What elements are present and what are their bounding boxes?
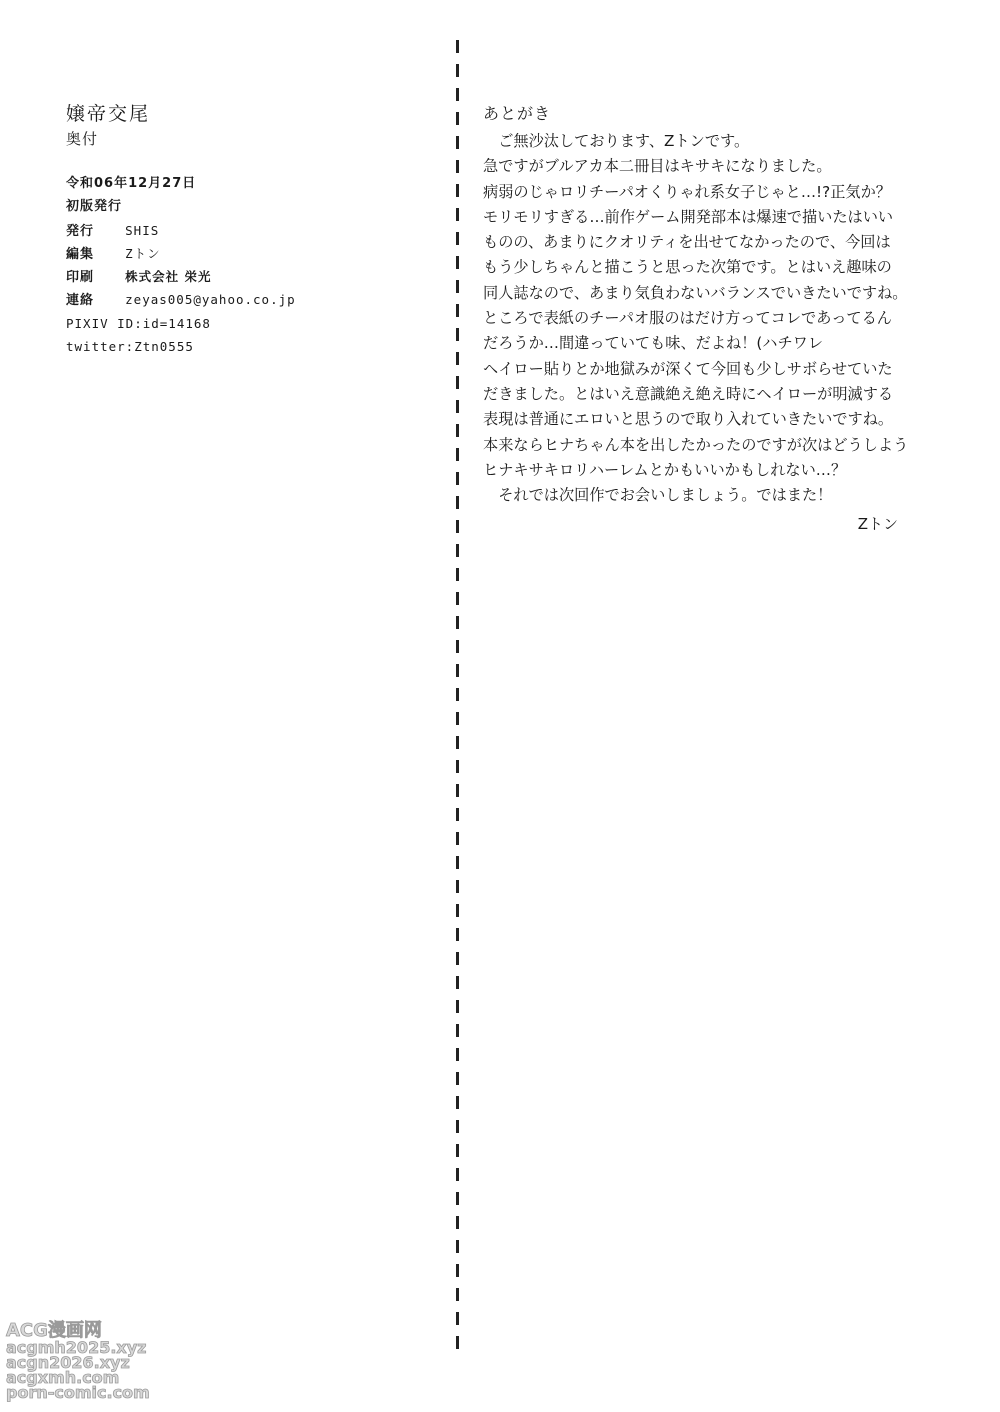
afterword-signature: Zトン	[857, 515, 898, 534]
watermark-line: acgn2026.xyz	[6, 1353, 130, 1372]
afterword-line: 本来ならヒナちゃん本を出したかったのですが次はどうしよう	[483, 435, 909, 454]
afterword-heading: あとがき	[483, 104, 552, 123]
watermark-line: porn-comic.com	[6, 1383, 150, 1402]
afterword-line: 同人誌なので、あまり気負わないバランスでいきたいですね。	[483, 283, 908, 302]
watermark	[6, 1322, 206, 1400]
twitter-handle: twitter:Ztn0555	[66, 339, 194, 355]
pixiv-id: PIXIV ID:id=14168	[66, 315, 211, 331]
watermark-line: acgmh2025.xyz	[6, 1338, 147, 1357]
colophon-row-contact	[66, 288, 426, 311]
afterword-line: それでは次回作でお会いしましょう。ではまた！	[483, 486, 833, 505]
colophon-row-value: 令和06年12月27日	[66, 176, 197, 191]
colophon-row-value: Zトン	[125, 245, 161, 261]
colophon-row-value: SHIS	[125, 222, 160, 238]
afterword-line: ヘイロー貼りとか地獄みが深くて今回も少しサボらせていた	[483, 359, 893, 378]
afterword-line: ところで表紙のチーパオ服のはだけ方ってコレであってるん	[483, 309, 892, 328]
colophon	[66, 102, 426, 358]
afterword-line: 急ですがブルアカ本二冊目はキサキになりました。	[483, 157, 832, 176]
colophon-row-edition	[66, 195, 426, 218]
colophon-row-pixiv	[66, 312, 426, 335]
afterword-line: ヒナキサキロリハーレムとかもいいかもしれない…？	[483, 460, 847, 479]
colophon-row-twitter	[66, 335, 426, 358]
afterword-line: ものの、あまりにクオリティを出せてなかったので、今回は	[483, 233, 891, 252]
contact-email: zeyas005@yahoo.co.jp	[125, 292, 296, 308]
colophon-row-date	[66, 172, 426, 195]
afterword-line: だろうか…間違っていても味、だよね！(ハチワレ	[483, 334, 824, 353]
colophon-rows	[66, 172, 426, 358]
colophon-row-editor	[66, 242, 426, 265]
colophon-row-value: 株式会社 栄光	[125, 269, 212, 285]
afterword-line: ご無沙汰しております、Zトンです。	[483, 132, 750, 150]
afterword-line: 病弱のじゃロリチーパオくりゃれ系女子じゃと…!?正気か？	[483, 182, 891, 201]
watermark-line: acgxmh.com	[6, 1368, 120, 1387]
colophon-row-printer	[66, 265, 426, 288]
colophon-row-label: 連絡	[66, 293, 95, 309]
colophon-row-value: 初版発行	[66, 199, 123, 215]
colophon-row-publisher	[66, 219, 426, 242]
afterword-line: だきました。とはいえ意識絶え絶え時にヘイローが明滅する	[483, 384, 894, 403]
afterword-line: 表現は普通にエロいと思うので取り入れていきたいですね。	[483, 410, 894, 429]
afterword-line: モリモリすぎる…前作ゲーム開発部本は爆速で描いたはいい	[483, 207, 894, 226]
dashed-divider	[456, 40, 459, 1358]
book-title: 嬢帝交尾	[66, 103, 151, 125]
colophon-row-label: 発行	[66, 223, 95, 239]
watermark-line: ACG漫画网	[6, 1320, 102, 1341]
afterword	[483, 102, 923, 537]
colophon-row-label: 編集	[66, 246, 95, 262]
afterword-line: もう少しちゃんと描こうと思った次第です。とはいえ趣味の	[483, 258, 892, 277]
colophon-row-label: 印刷	[66, 270, 95, 286]
colophon-heading: 奥付	[66, 130, 99, 148]
